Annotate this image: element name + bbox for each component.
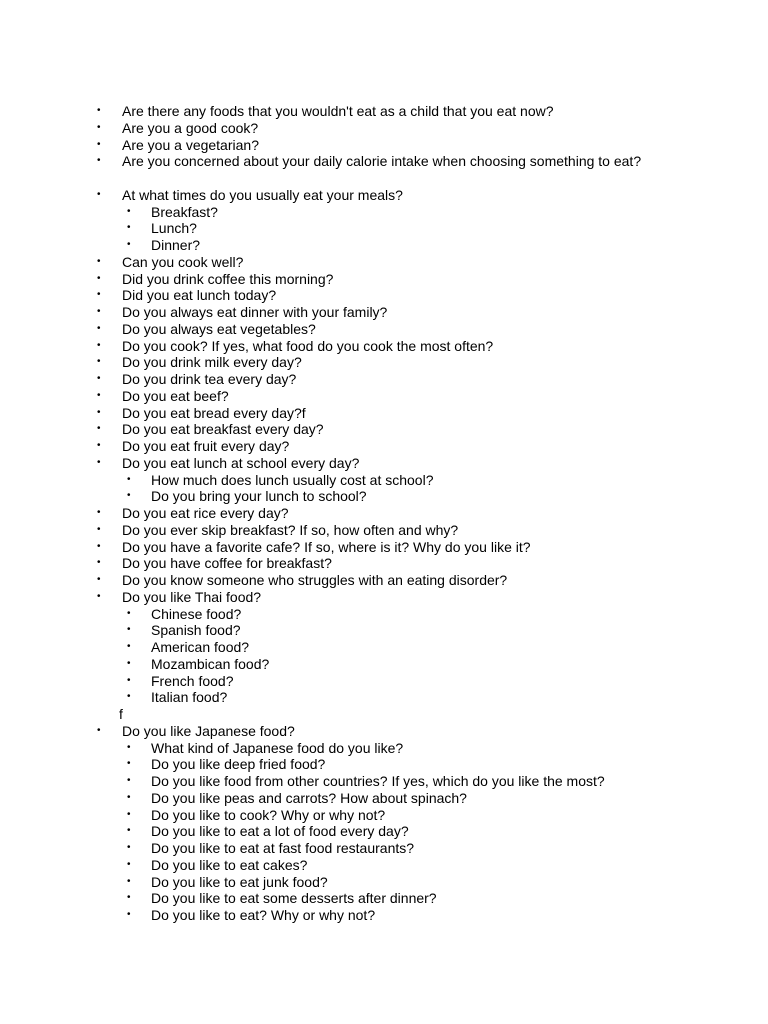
- bullet-icon: •: [97, 423, 101, 435]
- bullet-icon: •: [127, 825, 131, 837]
- list-item: [0, 455, 768, 472]
- bullet-icon: •: [127, 205, 131, 217]
- list-item-text: Do you like to eat some desserts after dinner?: [151, 890, 437, 907]
- bullet-icon: •: [127, 791, 131, 803]
- list-item: [0, 555, 768, 572]
- bullet-icon: •: [97, 138, 101, 150]
- bullet-icon: •: [97, 523, 101, 535]
- list-item-text: Dinner?: [151, 237, 201, 253]
- list-item-text: Do you eat lunch at school every day?: [122, 454, 360, 471]
- sub-list-item: [0, 622, 768, 639]
- list-item: [0, 338, 768, 355]
- bullet-icon: •: [97, 406, 101, 418]
- sub-list-item: [0, 204, 768, 221]
- bullet-icon: •: [127, 875, 131, 887]
- list-item-text: Do you like Japanese food?: [122, 722, 295, 739]
- list-item: [0, 271, 768, 288]
- list-item-text: Are you a good cook?: [122, 119, 259, 136]
- bullet-icon: •: [127, 473, 131, 485]
- sub-list-item: [0, 740, 768, 757]
- bullet-icon: •: [97, 155, 101, 167]
- list-item-text: French food?: [151, 672, 234, 689]
- bullet-icon: •: [127, 674, 131, 686]
- bullet-icon: •: [97, 356, 101, 368]
- list-item-text: Do you like to eat cakes?: [151, 856, 308, 873]
- sub-list-item: [0, 840, 768, 857]
- list-item: [0, 421, 768, 438]
- list-item-text: American food?: [151, 639, 250, 655]
- list-item: [0, 522, 768, 539]
- bullet-icon: •: [97, 574, 101, 585]
- bullet-icon: •: [97, 322, 101, 334]
- list-item-text: Do you like to cook? Why or why not?: [151, 806, 386, 823]
- list-item-text: Breakfast?: [151, 203, 218, 220]
- bullet-icon: •: [127, 222, 131, 234]
- bullet-icon: •: [97, 255, 101, 267]
- list-item: [0, 572, 768, 589]
- list-item: [0, 505, 768, 522]
- sub-list-item: [0, 823, 768, 840]
- bullet-icon: •: [127, 657, 131, 669]
- bullet-icon: •: [127, 741, 131, 753]
- list-item-text: Do you have a favorite cafe? If so, where is it? Why do you like it?: [122, 538, 531, 555]
- list-item-text: Do you have coffee for breakfast?: [122, 555, 332, 572]
- sub-list-item: [0, 907, 768, 924]
- stray-text: [0, 706, 768, 723]
- bullet-icon: •: [97, 188, 101, 200]
- bullet-icon: •: [97, 121, 101, 133]
- bullet-icon: •: [127, 892, 131, 904]
- list-item-text: Did you eat lunch today?: [122, 287, 277, 304]
- list-item-text: Are you concerned about your daily calorie intake when choosing something to eat?: [122, 153, 642, 170]
- list-item-text: Do you like to eat? Why or why not?: [151, 907, 376, 923]
- list-item-text: Mozambican food?: [151, 655, 270, 672]
- sub-list-item: [0, 807, 768, 824]
- question-list: [0, 103, 768, 924]
- bullet-icon: •: [97, 507, 101, 518]
- list-item-text: Do you eat fruit every day?: [122, 438, 290, 454]
- list-item-text: f: [119, 706, 123, 722]
- list-item-text: Do you cook? If yes, what food do you cook the most often?: [122, 337, 494, 354]
- bullet-icon: •: [97, 373, 101, 384]
- list-item: [0, 254, 768, 271]
- list-item-text: Italian food?: [151, 689, 228, 706]
- bullet-icon: •: [127, 691, 131, 703]
- list-item-text: Do you bring your lunch to school?: [151, 488, 367, 505]
- list-item: [0, 187, 768, 204]
- bullet-icon: •: [97, 557, 101, 569]
- sub-list-item: [0, 890, 768, 907]
- bullet-icon: •: [97, 590, 101, 602]
- list-item-text: Do you drink milk every day?: [122, 354, 302, 371]
- sub-list-item: [0, 606, 768, 623]
- sub-list-item: [0, 857, 768, 874]
- list-item-text: Do you know someone who struggles with an eating disorder?: [122, 572, 508, 588]
- bullet-icon: •: [127, 758, 131, 770]
- sub-list-item: [0, 656, 768, 673]
- bullet-icon: •: [127, 858, 131, 870]
- bullet-icon: •: [127, 808, 131, 820]
- list-item: [0, 438, 768, 455]
- sub-list-item: [0, 673, 768, 690]
- bullet-icon: •: [127, 641, 131, 652]
- list-item-text: Do you like to eat junk food?: [151, 873, 328, 890]
- bullet-icon: •: [127, 842, 131, 853]
- sub-list-item: [0, 689, 768, 706]
- list-item: [0, 153, 768, 187]
- list-item: [0, 405, 768, 422]
- list-item: [0, 388, 768, 405]
- list-item-text: Do you like Thai food?: [122, 588, 262, 605]
- sub-list-item: [0, 237, 768, 254]
- bullet-icon: •: [97, 306, 101, 317]
- list-item: [0, 539, 768, 556]
- list-item: [0, 103, 768, 120]
- bullet-icon: •: [97, 724, 101, 736]
- list-item-text: Are there any foods that you wouldn't eat as a child that you eat now?: [122, 103, 554, 119]
- list-item-text: Did you drink coffee this morning?: [122, 270, 334, 287]
- bullet-icon: •: [127, 909, 131, 920]
- list-item-text: Do you eat beef?: [122, 387, 229, 404]
- list-item-text: Do you like to eat at fast food restaurants?: [151, 840, 415, 856]
- list-item: [0, 287, 768, 304]
- list-item: [0, 321, 768, 338]
- bullet-icon: •: [127, 607, 131, 619]
- sub-list-item: [0, 773, 768, 790]
- list-item-text: How much does lunch usually cost at school?: [151, 471, 434, 488]
- list-item-text: Are you a vegetarian?: [122, 136, 259, 153]
- list-item-text: What kind of Japanese food do you like?: [151, 739, 404, 756]
- bullet-icon: •: [97, 389, 101, 401]
- list-item-text: Lunch?: [151, 220, 197, 237]
- list-item-text: Do you always eat vegetables?: [122, 320, 316, 337]
- bullet-icon: •: [97, 540, 101, 552]
- list-item: [0, 120, 768, 137]
- bullet-icon: •: [97, 105, 101, 116]
- bullet-icon: •: [97, 456, 101, 468]
- list-item-text: Do you always eat dinner with your family?: [122, 304, 388, 320]
- list-item-text: Do you eat bread every day?f: [122, 404, 306, 421]
- list-item: [0, 589, 768, 606]
- bullet-icon: •: [127, 775, 131, 786]
- bullet-icon: •: [127, 239, 131, 250]
- list-item: [0, 354, 768, 371]
- bullet-icon: •: [127, 490, 131, 502]
- bullet-icon: •: [97, 272, 101, 284]
- sub-list-item: [0, 639, 768, 656]
- list-item-text: Do you like deep fried food?: [151, 756, 326, 773]
- list-item-text: Do you like food from other countries? If yes, which do you like the most?: [151, 773, 605, 789]
- list-item-text: Do you eat breakfast every day?: [122, 421, 324, 438]
- sub-list-item: [0, 472, 768, 489]
- list-item: [0, 723, 768, 740]
- list-item-text: Do you ever skip breakfast? If so, how often and why?: [122, 521, 459, 538]
- list-item-text: Do you eat rice every day?: [122, 505, 289, 521]
- list-item-text: Do you drink tea every day?: [122, 371, 297, 387]
- list-item-text: Do you like to eat a lot of food every day?: [151, 823, 409, 840]
- sub-list-item: [0, 790, 768, 807]
- sub-list-item: [0, 874, 768, 891]
- sub-list-item: [0, 220, 768, 237]
- bullet-icon: •: [97, 339, 101, 351]
- list-item-text: At what times do you usually eat your meals?: [122, 186, 403, 203]
- list-item-text: Do you like peas and carrots? How about spinach?: [151, 789, 467, 806]
- bullet-icon: •: [127, 624, 131, 636]
- list-item-text: Chinese food?: [151, 605, 242, 622]
- sub-list-item: [0, 488, 768, 505]
- list-item-text: Can you cook well?: [122, 253, 244, 270]
- list-item: [0, 304, 768, 321]
- list-item: [0, 137, 768, 154]
- sub-list-item: [0, 756, 768, 773]
- list-item: [0, 371, 768, 388]
- list-item-text: Spanish food?: [151, 622, 241, 639]
- bullet-icon: •: [97, 289, 101, 301]
- bullet-icon: •: [97, 440, 101, 451]
